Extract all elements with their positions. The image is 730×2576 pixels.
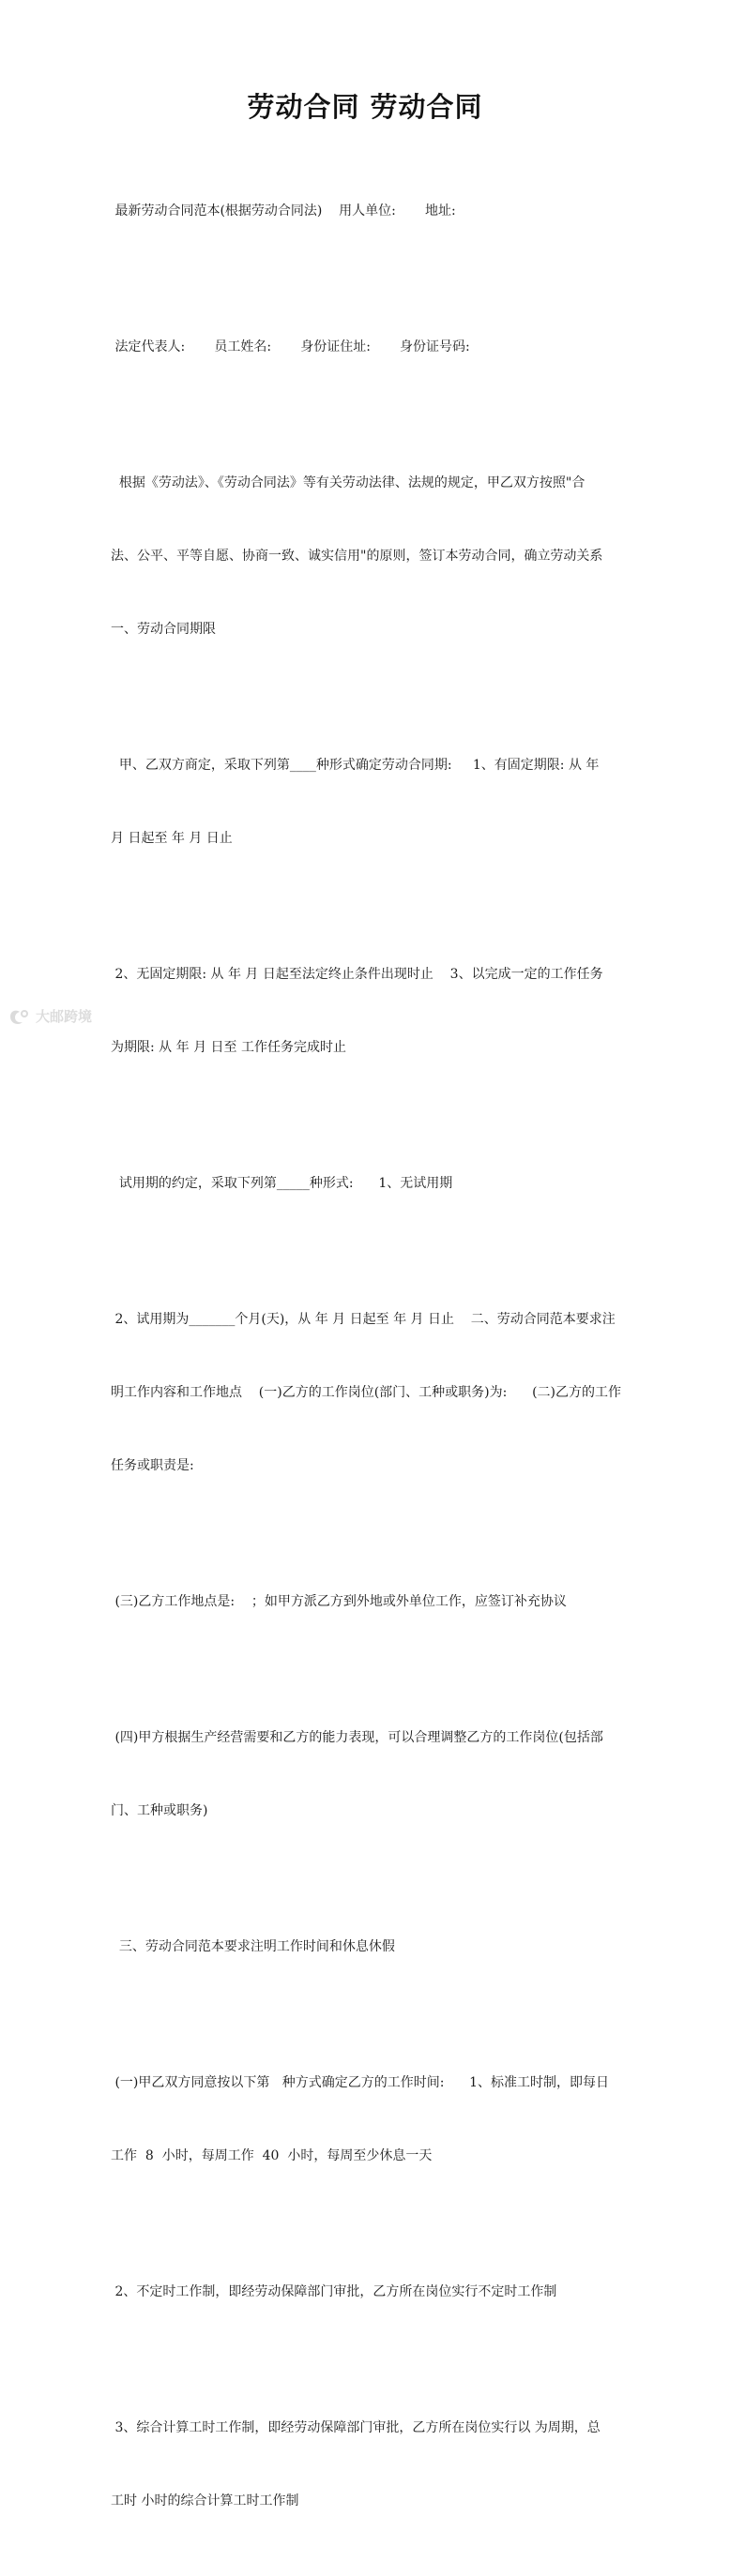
paragraph-flexible-hours — [111, 2231, 623, 2353]
text-line: 为期限: 从 年 月 日至 工作任务完成时止 — [111, 1040, 346, 1055]
text-line: (三)乙方工作地点是: ；如甲方派乙方到外地或外单位工作，应签订补充协议 — [111, 1594, 567, 1609]
paragraph-comprehensive-hours — [111, 2367, 623, 2562]
text-line: 2、试用期为_______个月(天)，从 年 月 日起至 年 月 日止 二、劳动合同范本要求注 — [111, 1312, 616, 1327]
watermark-text: 大邮跨境 — [36, 1008, 93, 1025]
paragraph-standard-hours — [111, 2022, 623, 2217]
text-line: 工时 小时的综合计算工时工作制 — [111, 2493, 299, 2508]
text-line: 根据《劳动法》、《劳动合同法》等有关劳动法律、法规的规定，甲乙双方按照"合 — [111, 475, 586, 490]
text-line: 任务或职责是: — [111, 1458, 194, 1473]
text-line: 月 日起至 年 月 日止 — [111, 831, 233, 846]
paragraph-term-fixed — [111, 704, 623, 899]
paragraph-position-adjust — [111, 1677, 623, 1872]
paragraph-preamble — [111, 422, 623, 690]
text-line: 最新劳动合同范本(根据劳动合同法) 用人单位: 地址: — [111, 203, 456, 218]
text-line: 法定代表人: 员工姓名: 身份证住址: 身份证号码: — [111, 339, 470, 354]
watermark-logo — [8, 1006, 92, 1026]
text-line: 明工作内容和工作地点 (一)乙方的工作岗位(部门、工种或职务)为: (二)乙方的工作 — [111, 1385, 621, 1400]
text-line: 2、无固定期限: 从 年 月 日起至法定终止条件出现时止 3、以完成一定的工作任务 — [111, 967, 603, 982]
text-line: 三、劳动合同范本要求注明工作时间和休息休假 — [111, 1939, 395, 1954]
text-line: 一、劳动合同期限 — [111, 622, 216, 637]
text-line: 门、工种或职务) — [111, 1803, 208, 1818]
paragraph-header-info — [111, 150, 623, 272]
text-line: 工作 8 小时，每周工作 40 小时，每周至少休息一天 — [111, 2148, 433, 2163]
watermark-icon — [8, 1007, 32, 1026]
text-line: 法、公平、平等自愿、协商一致、诚实信用"的原则，签订本劳动合同，确立劳动关系 — [111, 549, 603, 564]
text-line: 2、不定时工作制，即经劳动保障部门审批，乙方所在岗位实行不定时工作制 — [111, 2284, 557, 2299]
paragraph-probation-period — [111, 1258, 623, 1527]
text-line: 试用期的约定，采取下列第_____种形式: 1、无试用期 — [111, 1176, 453, 1191]
text-line: (四)甲方根据生产经营需要和乙方的能力表现，可以合理调整乙方的工作岗位(包括部 — [111, 1730, 603, 1745]
paragraph-section-three-heading — [111, 1886, 623, 2008]
paragraph-term-open — [111, 913, 623, 1108]
document-body — [111, 150, 623, 2576]
paragraph-work-location — [111, 1541, 623, 1663]
document-title: 劳动合同 劳动合同 — [247, 91, 483, 123]
text-line: 3、综合计算工时工作制，即经劳动保障部门审批，乙方所在岗位实行以 为周期，总 — [111, 2420, 601, 2435]
text-line: (一)甲乙双方同意按以下第 种方式确定乙方的工作时间: 1、标准工时制，即每日 — [111, 2075, 610, 2090]
paragraph-probation — [111, 1122, 623, 1244]
text-line: 甲、乙双方商定，采取下列第____种形式确定劳动合同期: 1、有固定期限: 从 年 — [111, 758, 600, 773]
paragraph-party-info — [111, 286, 623, 408]
